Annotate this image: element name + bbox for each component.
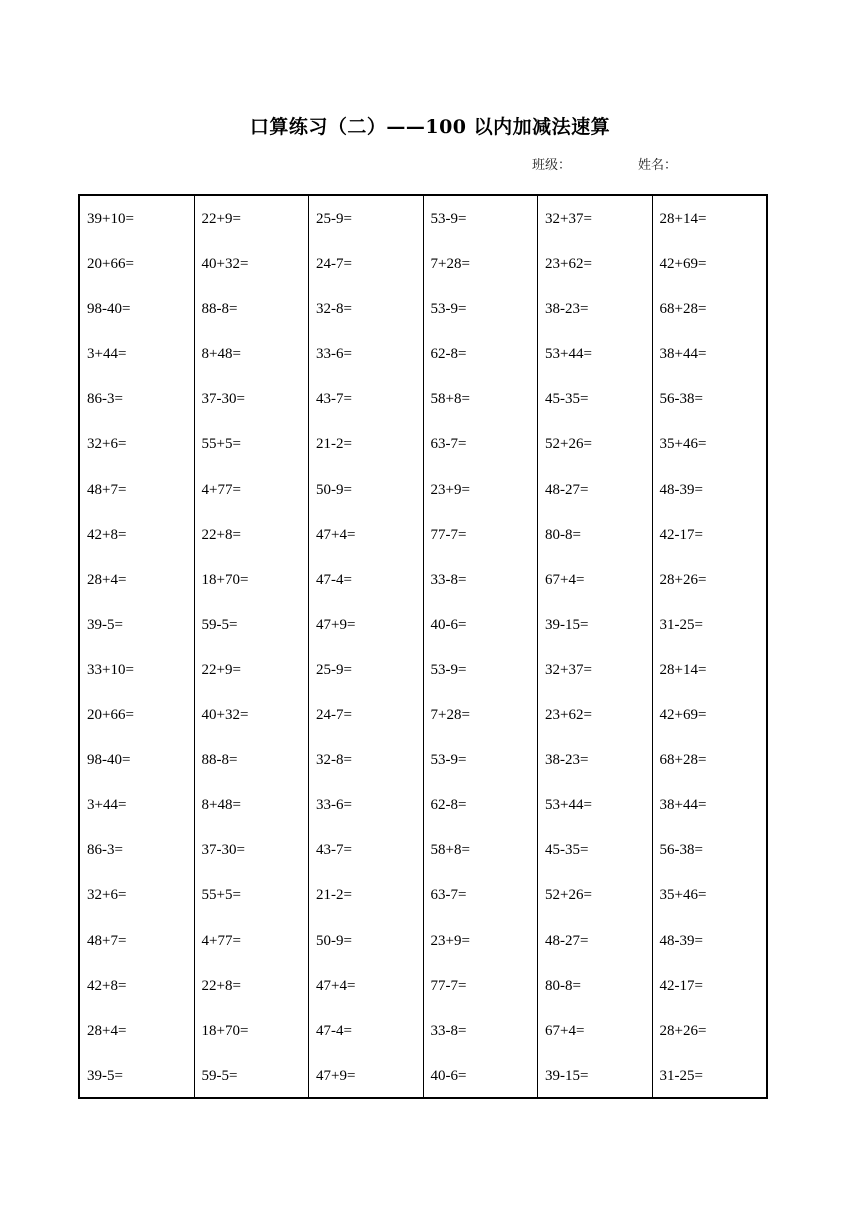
arithmetic-problem: 52+26= (545, 887, 592, 904)
arithmetic-problem: 22+8= (201, 977, 241, 994)
arithmetic-problem: 86-3= (87, 391, 123, 408)
arithmetic-problem: 23+9= (430, 932, 470, 949)
arithmetic-problem: 38+44= (659, 797, 707, 814)
arithmetic-problem: 40-6= (430, 1067, 467, 1084)
arithmetic-problem: 28+14= (659, 661, 707, 678)
arithmetic-problem: 80-8= (545, 526, 581, 543)
arithmetic-problem: 47+4= (316, 977, 356, 994)
arithmetic-problem: 58+8= (430, 391, 470, 408)
arithmetic-problem: 48+7= (87, 481, 127, 498)
arithmetic-problem: 56-38= (659, 842, 703, 859)
arithmetic-problem: 47+9= (316, 1067, 356, 1084)
arithmetic-problem: 53-9= (430, 661, 467, 678)
arithmetic-problem: 43-7= (316, 391, 352, 408)
arithmetic-problem: 67+4= (545, 571, 585, 588)
arithmetic-problem: 53-9= (430, 211, 467, 227)
arithmetic-problem: 31-25= (659, 616, 703, 633)
problem-column (537, 196, 652, 1097)
arithmetic-problem: 28+26= (659, 1022, 707, 1039)
arithmetic-problem: 24-7= (316, 707, 352, 724)
arithmetic-problem: 21-2= (316, 436, 352, 453)
arithmetic-problem: 42+69= (659, 256, 707, 273)
arithmetic-problem: 39+10= (87, 211, 134, 227)
arithmetic-problem: 68+28= (659, 301, 707, 318)
arithmetic-problem: 67+4= (545, 1022, 585, 1039)
arithmetic-problem: 33-8= (430, 571, 467, 588)
arithmetic-problem: 33-6= (316, 346, 352, 363)
arithmetic-problem: 32+37= (545, 211, 592, 227)
arithmetic-problem: 55+5= (201, 887, 241, 904)
arithmetic-problem: 39-5= (87, 616, 123, 633)
arithmetic-problem: 28+26= (659, 571, 707, 588)
arithmetic-problem: 52+26= (545, 436, 592, 453)
arithmetic-problem: 25-9= (316, 211, 352, 227)
arithmetic-problem: 35+46= (659, 436, 707, 453)
arithmetic-problem: 33-8= (430, 1022, 467, 1039)
arithmetic-problem: 59-5= (201, 1067, 238, 1084)
arithmetic-problem: 59-5= (201, 616, 238, 633)
arithmetic-problem: 31-25= (659, 1067, 703, 1084)
arithmetic-problem: 50-9= (316, 932, 352, 949)
arithmetic-problem: 47+9= (316, 616, 356, 633)
arithmetic-problem: 63-7= (430, 887, 467, 904)
arithmetic-problem: 20+66= (87, 256, 134, 273)
arithmetic-problem: 86-3= (87, 842, 123, 859)
arithmetic-problem: 63-7= (430, 436, 467, 453)
arithmetic-problem: 40+32= (201, 256, 249, 273)
arithmetic-problem: 55+5= (201, 436, 241, 453)
arithmetic-problem: 28+14= (659, 211, 707, 227)
arithmetic-problem: 42+8= (87, 977, 127, 994)
arithmetic-problem: 53-9= (430, 752, 467, 769)
problem-column (423, 196, 538, 1097)
arithmetic-problem: 48-39= (659, 932, 703, 949)
arithmetic-problem: 35+46= (659, 887, 707, 904)
arithmetic-problem: 42+69= (659, 707, 707, 724)
arithmetic-problem: 22+9= (201, 661, 241, 678)
problem-column (308, 196, 423, 1097)
arithmetic-problem: 39-15= (545, 616, 589, 633)
arithmetic-problem: 32+6= (87, 436, 127, 453)
arithmetic-problem: 3+44= (87, 346, 127, 363)
arithmetic-problem: 56-38= (659, 391, 703, 408)
arithmetic-problem: 33-6= (316, 797, 352, 814)
arithmetic-problem: 24-7= (316, 256, 352, 273)
arithmetic-problem: 48-27= (545, 932, 589, 949)
arithmetic-problem: 23+62= (545, 707, 592, 724)
arithmetic-problem: 77-7= (430, 526, 467, 543)
arithmetic-problem: 42+8= (87, 526, 127, 543)
arithmetic-problem: 47-4= (316, 571, 352, 588)
arithmetic-problem: 45-35= (545, 842, 589, 859)
arithmetic-problem: 98-40= (87, 752, 131, 769)
arithmetic-problem: 38-23= (545, 752, 589, 769)
arithmetic-problem: 43-7= (316, 842, 352, 859)
arithmetic-problem: 7+28= (430, 256, 470, 273)
arithmetic-problem: 32-8= (316, 752, 352, 769)
arithmetic-problem: 18+70= (201, 1022, 249, 1039)
arithmetic-problem: 40+32= (201, 707, 249, 724)
arithmetic-problem: 53-9= (430, 301, 467, 318)
arithmetic-problem: 77-7= (430, 977, 467, 994)
arithmetic-problem: 32-8= (316, 301, 352, 318)
arithmetic-problem: 48-39= (659, 481, 703, 498)
arithmetic-problem: 37-30= (201, 391, 245, 408)
arithmetic-problem: 42-17= (659, 526, 703, 543)
arithmetic-problem: 4+77= (201, 932, 241, 949)
arithmetic-problem: 50-9= (316, 481, 352, 498)
arithmetic-problem: 39-5= (87, 1067, 123, 1084)
arithmetic-problem: 33+10= (87, 661, 134, 678)
arithmetic-problem: 28+4= (87, 571, 127, 588)
arithmetic-problem: 28+4= (87, 1022, 127, 1039)
arithmetic-problem: 48-27= (545, 481, 589, 498)
arithmetic-problem: 98-40= (87, 301, 131, 318)
arithmetic-problem: 7+28= (430, 707, 470, 724)
arithmetic-problem: 62-8= (430, 346, 467, 363)
arithmetic-problem: 8+48= (201, 346, 241, 363)
arithmetic-problem: 38+44= (659, 346, 707, 363)
page-title: 口算练习（二）——100 以内加减法速算 (249, 116, 611, 138)
arithmetic-problem: 39-15= (545, 1067, 589, 1084)
arithmetic-problem: 58+8= (430, 842, 470, 859)
arithmetic-problem: 47-4= (316, 1022, 352, 1039)
arithmetic-problem: 20+66= (87, 707, 134, 724)
arithmetic-problem: 53+44= (545, 797, 592, 814)
arithmetic-problem: 21-2= (316, 887, 352, 904)
arithmetic-problem: 23+62= (545, 256, 592, 273)
arithmetic-problem: 22+8= (201, 526, 241, 543)
arithmetic-problem: 37-30= (201, 842, 245, 859)
arithmetic-problem: 4+77= (201, 481, 241, 498)
problem-column (652, 196, 767, 1097)
arithmetic-problem: 88-8= (201, 752, 238, 769)
arithmetic-problem: 53+44= (545, 346, 592, 363)
arithmetic-problem: 45-35= (545, 391, 589, 408)
arithmetic-problem: 18+70= (201, 571, 249, 588)
arithmetic-problem: 3+44= (87, 797, 127, 814)
problem-grid (78, 194, 768, 1099)
problem-column (194, 196, 309, 1097)
arithmetic-problem: 32+6= (87, 887, 127, 904)
problem-column (80, 196, 194, 1097)
arithmetic-problem: 23+9= (430, 481, 470, 498)
arithmetic-problem: 88-8= (201, 301, 238, 318)
arithmetic-problem: 80-8= (545, 977, 581, 994)
arithmetic-problem: 62-8= (430, 797, 467, 814)
arithmetic-problem: 22+9= (201, 211, 241, 227)
arithmetic-problem: 40-6= (430, 616, 467, 633)
arithmetic-problem: 38-23= (545, 301, 589, 318)
arithmetic-problem: 47+4= (316, 526, 356, 543)
arithmetic-problem: 8+48= (201, 797, 241, 814)
arithmetic-problem: 68+28= (659, 752, 707, 769)
arithmetic-problem: 42-17= (659, 977, 703, 994)
arithmetic-problem: 32+37= (545, 661, 592, 678)
arithmetic-problem: 25-9= (316, 661, 352, 678)
arithmetic-problem: 48+7= (87, 932, 127, 949)
class-label: 班级： (532, 158, 572, 173)
name-label: 姓名： (638, 158, 678, 173)
